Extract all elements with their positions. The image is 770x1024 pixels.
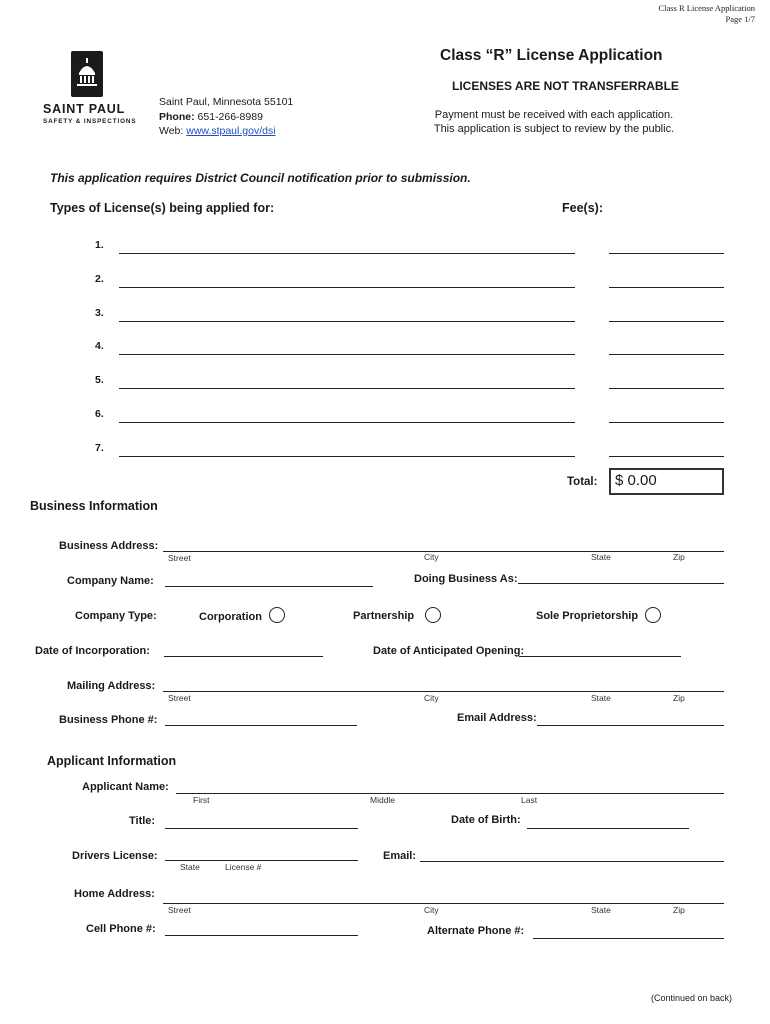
applicant-name-label: Applicant Name: [82, 781, 169, 793]
corporation-radio[interactable] [269, 607, 285, 623]
company-name-label: Company Name: [67, 575, 154, 587]
mailing-address-hint-zip: Zip [673, 693, 685, 703]
applicant-email-label: Email: [383, 850, 417, 862]
contact-address: Saint Paul, Minnesota 55101 [159, 96, 294, 108]
license-row-number: 6. [95, 408, 104, 420]
license-type-field[interactable] [119, 287, 575, 288]
license-type-field[interactable] [119, 253, 575, 254]
business-address-label: Business Address: [59, 540, 159, 552]
home-address-hint-zip: Zip [673, 905, 685, 915]
page-title: Class “R” License Application [440, 47, 663, 64]
web-link[interactable]: www.stpaul.gov/dsi [186, 125, 276, 137]
phone-label: Phone: [159, 110, 195, 123]
payment-note: Payment must be received with each application. This application is subject to review by the public. [433, 109, 675, 135]
dba-label: Doing Business As: [414, 573, 518, 585]
applicant-heading: Applicant Information [47, 754, 177, 768]
continued-note: (Continued on back) [651, 993, 733, 1003]
company-name-field[interactable] [165, 586, 373, 587]
license-type-field[interactable] [119, 388, 575, 389]
license-fee-field[interactable] [609, 287, 724, 288]
incorporation-date-field[interactable] [164, 656, 323, 657]
doc-header [658, 3, 755, 25]
alternate-phone-label: Alternate Phone #: [427, 925, 525, 937]
logo-name: SAINT PAUL [43, 102, 126, 116]
license-type-field[interactable] [119, 456, 575, 457]
business-phone-field[interactable] [165, 725, 357, 726]
license-fee-field[interactable] [609, 354, 724, 355]
business-email-label: Email Address: [457, 712, 537, 724]
license-type-field[interactable] [119, 422, 575, 423]
applicant-name-field[interactable] [176, 793, 724, 794]
applicant-title-field[interactable] [165, 828, 358, 829]
page-number: Page 1/7 [725, 14, 755, 24]
dba-field[interactable] [518, 583, 724, 584]
fees-label: Fee(s): [562, 201, 603, 215]
business-phone-label: Business Phone #: [59, 714, 158, 726]
doc-name: Class R License Application [658, 3, 755, 13]
license-row-number: 1. [95, 239, 104, 251]
license-row-number: 3. [95, 306, 104, 319]
name-hint-last: Last [521, 795, 538, 805]
name-hint-middle: Middle [370, 795, 396, 805]
mailing-address-hint-state: State [591, 693, 611, 703]
home-address-hint-street: Street [168, 905, 191, 915]
business-address-field[interactable] [163, 551, 724, 552]
license-hint-state: State [180, 862, 200, 872]
sole-proprietorship-radio[interactable] [645, 607, 661, 623]
license-fee-field[interactable] [609, 422, 724, 423]
drivers-license-label: Drivers License: [72, 850, 158, 862]
company-type-label: Company Type: [75, 610, 157, 622]
license-types-label: Types of License(s) being applied for: [50, 201, 275, 215]
mailing-address-hint-city: City [424, 693, 439, 703]
incorporation-date-label: Date of Incorporation: [35, 645, 150, 657]
license-fee-field[interactable] [609, 456, 724, 457]
opening-date-field[interactable] [519, 656, 681, 657]
business-address-hint-city: City [424, 552, 439, 562]
total-field[interactable]: $ 0.00 [609, 468, 724, 495]
contact-block [159, 95, 293, 139]
web-label: Web: [159, 125, 184, 137]
business-email-field[interactable] [537, 725, 724, 726]
type-partnership-label: Partnership [353, 610, 415, 622]
home-address-label: Home Address: [74, 888, 155, 900]
phone-number: 651-266-8989 [197, 110, 263, 123]
mailing-address-hint-street: Street [168, 693, 191, 703]
home-address-hint-state: State [591, 905, 611, 915]
opening-date-label: Date of Anticipated Opening: [373, 645, 525, 657]
license-row-number: 5. [95, 374, 104, 387]
alternate-phone-field[interactable] [533, 938, 724, 939]
mailing-address-field[interactable] [163, 691, 724, 692]
license-row-number: 4. [95, 340, 104, 353]
name-hint-first: First [193, 795, 210, 805]
type-sole-proprietorship-label: Sole Proprietorship [536, 610, 639, 622]
license-type-field[interactable] [119, 354, 575, 355]
home-address-hint-city: City [424, 905, 439, 915]
logo-subtitle: SAFETY & INSPECTIONS [43, 118, 137, 125]
district-notice: This application requires District Council notification prior to submission. [50, 171, 471, 185]
page-subtitle: LICENSES ARE NOT TRANSFERRABLE [452, 79, 679, 93]
license-row-number: 7. [95, 441, 104, 454]
drivers-license-field[interactable] [165, 860, 358, 861]
license-type-field[interactable] [119, 321, 575, 322]
applicant-title-label: Title: [129, 815, 156, 827]
partnership-radio[interactable] [425, 607, 441, 623]
cell-phone-label: Cell Phone #: [86, 923, 156, 935]
license-row-number: 2. [95, 272, 104, 285]
business-address-hint-zip: Zip [673, 552, 685, 562]
license-fee-field[interactable] [609, 388, 724, 389]
home-address-field[interactable] [163, 903, 724, 904]
applicant-email-field[interactable] [420, 861, 724, 862]
type-corporation-label: Corporation [199, 611, 262, 623]
license-fee-field[interactable] [609, 253, 724, 254]
mailing-address-label: Mailing Address: [67, 680, 156, 692]
business-address-hint-street: Street [168, 553, 191, 563]
dob-label: Date of Birth: [451, 814, 521, 826]
license-hint-number: License # [225, 862, 262, 872]
cell-phone-field[interactable] [165, 935, 358, 936]
business-address-hint-state: State [591, 552, 611, 562]
capitol-logo-icon [71, 51, 103, 97]
business-heading: Business Information [30, 499, 158, 513]
total-label: Total: [567, 476, 598, 488]
dob-field[interactable] [527, 828, 689, 829]
license-fee-field[interactable] [609, 321, 724, 322]
